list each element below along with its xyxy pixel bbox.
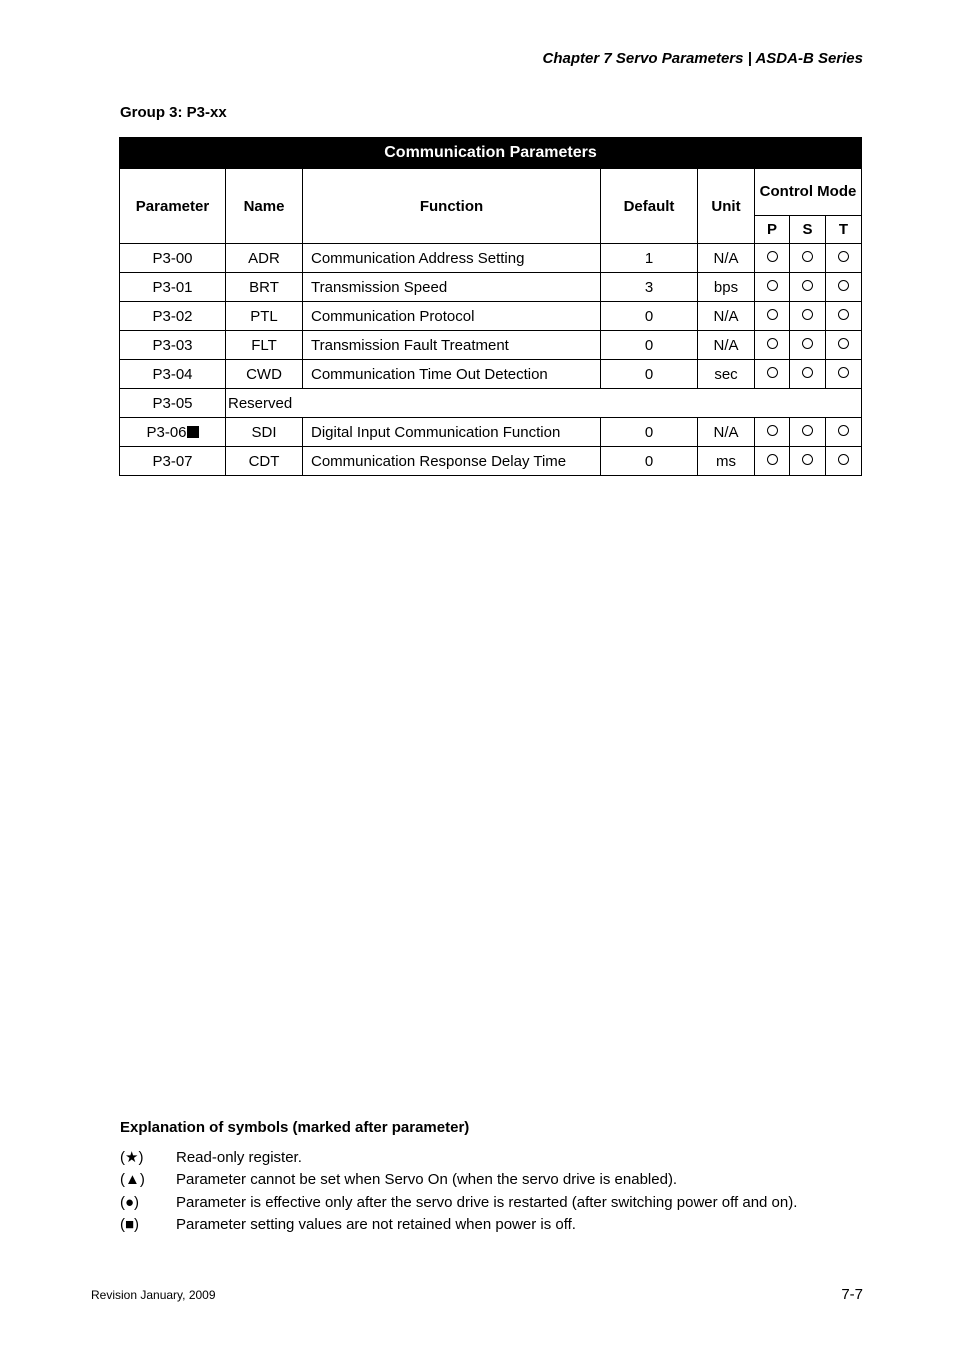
param-function: Transmission Fault Treatment	[303, 331, 601, 360]
circle-icon	[838, 367, 849, 378]
circle-icon	[767, 309, 778, 320]
param-function: Communication Protocol	[303, 302, 601, 331]
symbol-description: Parameter setting values are not retained when power is off.	[176, 1216, 576, 1234]
circle-icon	[838, 338, 849, 349]
mode-s-cell	[790, 273, 826, 302]
param-function: Digital Input Communication Function	[303, 418, 601, 447]
table-row	[120, 418, 862, 447]
circle-icon	[767, 454, 778, 465]
mode-t-cell	[826, 331, 862, 360]
square-icon: (■)	[120, 1216, 140, 1234]
group-title: Group 3: P3-xx	[120, 104, 227, 121]
triangle-icon: (▲)	[120, 1171, 145, 1189]
param-unit: bps	[698, 273, 755, 302]
param-default: 0	[601, 302, 698, 331]
param-code: P3-06	[146, 423, 187, 441]
parameters-table	[119, 137, 862, 476]
header-function: Function	[303, 169, 601, 244]
symbols-list	[120, 1146, 797, 1236]
list-item	[120, 1214, 797, 1237]
mode-t-cell	[826, 273, 862, 302]
circle-icon	[802, 280, 813, 291]
table-row	[120, 302, 862, 331]
mode-p-cell	[755, 331, 790, 360]
mode-s-cell	[790, 302, 826, 331]
param-function: Communication Response Delay Time	[303, 447, 601, 476]
header-mode-s: S	[790, 216, 826, 244]
circle-icon	[802, 251, 813, 262]
param-unit: N/A	[698, 302, 755, 331]
mode-p-cell	[755, 447, 790, 476]
star-icon: (★)	[120, 1149, 144, 1167]
header-mode-p: P	[755, 216, 790, 244]
page-header: Chapter 7 Servo Parameters | ASDA-B Series	[542, 50, 863, 67]
mode-p-cell	[755, 273, 790, 302]
param-code: P3-04	[120, 360, 226, 389]
circle-icon	[838, 309, 849, 320]
param-unit: N/A	[698, 331, 755, 360]
param-name: CWD	[226, 360, 303, 389]
param-unit: N/A	[698, 244, 755, 273]
header-parameter: Parameter	[120, 169, 226, 244]
header-mode-t: T	[826, 216, 862, 244]
circle-icon	[838, 280, 849, 291]
mode-t-cell	[826, 360, 862, 389]
table-row	[120, 389, 862, 418]
param-code: P3-03	[120, 331, 226, 360]
mode-p-cell	[755, 360, 790, 389]
table-row	[120, 244, 862, 273]
param-unit: sec	[698, 360, 755, 389]
circle-icon	[838, 454, 849, 465]
param-code-cell	[120, 418, 226, 447]
mode-p-cell	[755, 302, 790, 331]
mode-s-cell	[790, 418, 826, 447]
param-name: CDT	[226, 447, 303, 476]
circle-icon	[802, 454, 813, 465]
header-default: Default	[601, 169, 698, 244]
param-function: Transmission Speed	[303, 273, 601, 302]
list-item	[120, 1191, 797, 1214]
param-unit: ms	[698, 447, 755, 476]
mode-t-cell	[826, 447, 862, 476]
param-name: BRT	[226, 273, 303, 302]
param-name: ADR	[226, 244, 303, 273]
circle-icon	[767, 338, 778, 349]
param-default: 0	[601, 360, 698, 389]
mode-s-cell	[790, 331, 826, 360]
symbol-description: Read-only register.	[176, 1148, 302, 1166]
circle-icon	[767, 367, 778, 378]
table-row	[120, 360, 862, 389]
mode-t-cell	[826, 418, 862, 447]
circle-icon	[802, 309, 813, 320]
circle-icon	[767, 425, 778, 436]
circle-icon	[838, 251, 849, 262]
param-default: 1	[601, 244, 698, 273]
table-row	[120, 331, 862, 360]
param-unit: N/A	[698, 418, 755, 447]
param-default: 0	[601, 418, 698, 447]
revision-date: Revision January, 2009	[91, 1288, 216, 1302]
header-unit: Unit	[698, 169, 755, 244]
mode-s-cell	[790, 360, 826, 389]
circle-icon	[767, 251, 778, 262]
symbols-title: Explanation of symbols (marked after parameter)	[120, 1119, 470, 1136]
param-default: 3	[601, 273, 698, 302]
mode-s-cell	[790, 447, 826, 476]
param-default: 0	[601, 331, 698, 360]
mode-p-cell	[755, 244, 790, 273]
circle-icon	[802, 367, 813, 378]
param-function: Communication Time Out Detection	[303, 360, 601, 389]
mode-t-cell	[826, 302, 862, 331]
param-code: P3-01	[120, 273, 226, 302]
table-row	[120, 273, 862, 302]
list-item	[120, 1146, 797, 1169]
circle-icon	[802, 338, 813, 349]
param-function: Communication Address Setting	[303, 244, 601, 273]
table-title: Communication Parameters	[120, 138, 862, 169]
param-code: P3-02	[120, 302, 226, 331]
param-code: P3-00	[120, 244, 226, 273]
param-name: PTL	[226, 302, 303, 331]
list-item	[120, 1169, 797, 1192]
dot-icon: (●)	[120, 1193, 140, 1211]
mode-s-cell	[790, 244, 826, 273]
page-number: 7-7	[841, 1286, 863, 1303]
circle-icon	[802, 425, 813, 436]
mode-t-cell	[826, 244, 862, 273]
mode-p-cell	[755, 418, 790, 447]
symbol-description: Parameter cannot be set when Servo On (when the servo drive is enabled).	[176, 1171, 678, 1189]
reserved-cell: Reserved	[226, 389, 862, 418]
symbol-description: Parameter is effective only after the servo drive is restarted (after switching power off and on).	[176, 1193, 798, 1211]
param-code: P3-07	[120, 447, 226, 476]
table-row	[120, 447, 862, 476]
circle-icon	[838, 425, 849, 436]
param-name: SDI	[226, 418, 303, 447]
param-default: 0	[601, 447, 698, 476]
param-code: P3-05	[120, 389, 226, 418]
header-name: Name	[226, 169, 303, 244]
header-control-mode: Control Mode	[755, 169, 862, 216]
circle-icon	[767, 280, 778, 291]
square-icon	[187, 426, 199, 438]
param-name: FLT	[226, 331, 303, 360]
